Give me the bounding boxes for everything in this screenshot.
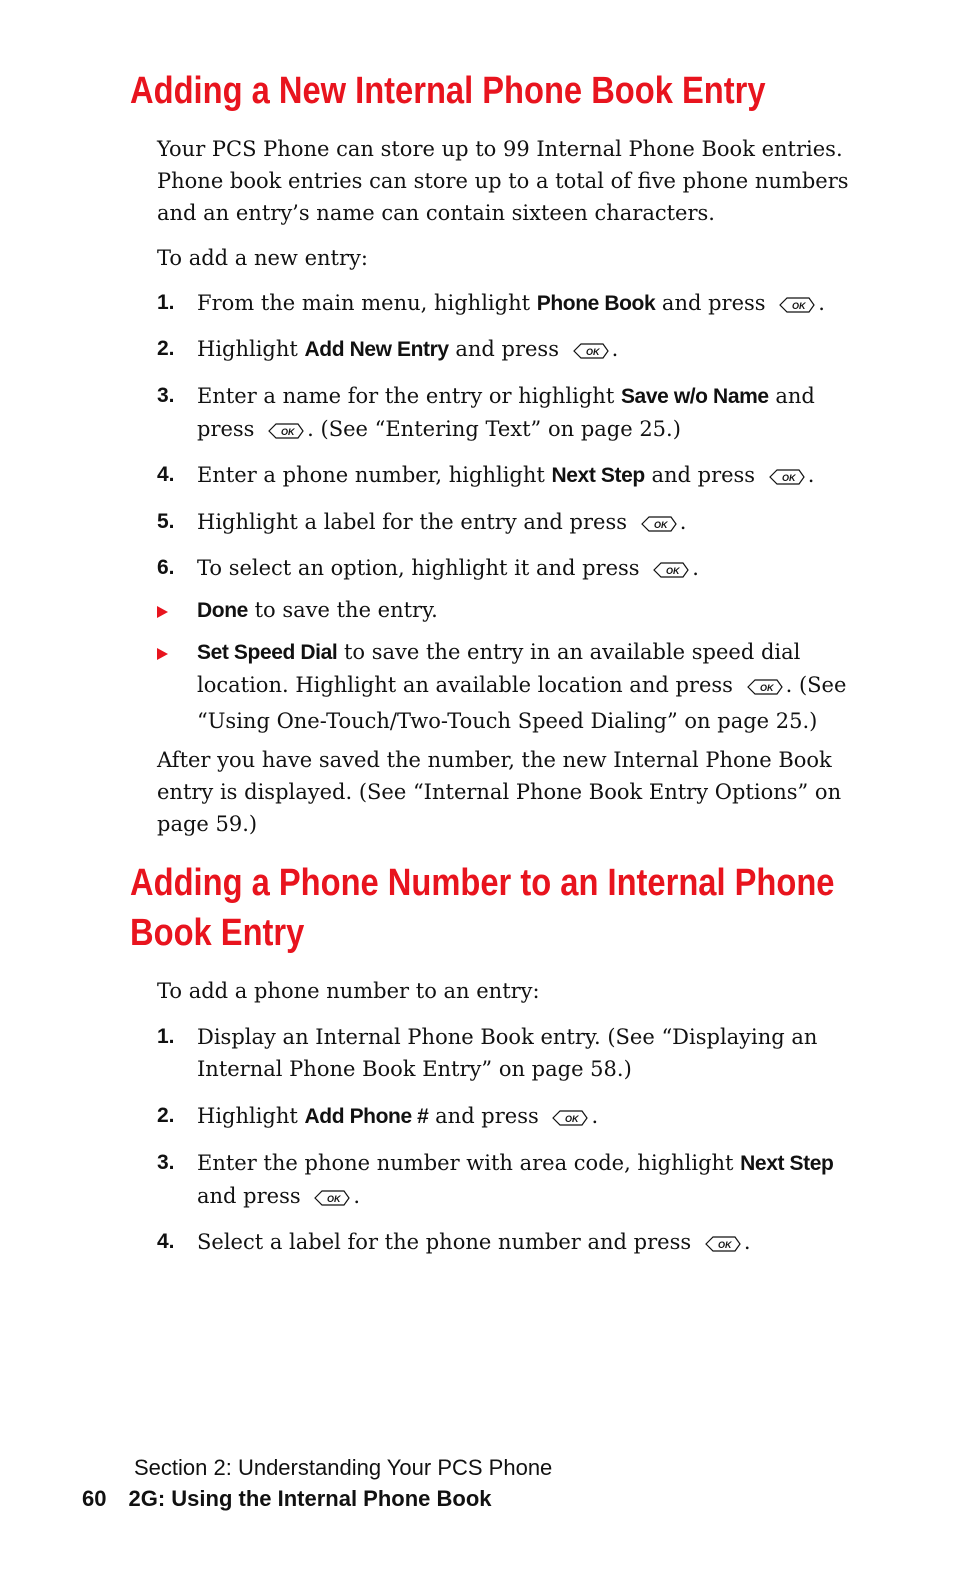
ok-key-label: OK	[327, 1194, 341, 1204]
step-number: 4.	[157, 1230, 175, 1253]
step-4	[157, 1226, 867, 1262]
step-text: and press	[428, 1104, 539, 1128]
ok-key-icon	[547, 1104, 589, 1136]
step-text: .	[692, 556, 699, 580]
ok-key-label: OK	[666, 566, 680, 576]
step-text: Enter the phone number with area code, highlight	[197, 1151, 741, 1175]
menu-keyword: Add New Entry	[304, 338, 449, 361]
step-6	[157, 552, 867, 588]
step-text: .	[679, 510, 687, 534]
step-text: and press	[655, 291, 766, 315]
ok-key-icon	[263, 417, 305, 449]
ok-key-icon	[309, 1184, 351, 1216]
bullet-set-speed-dial	[157, 636, 867, 737]
step-text: Highlight	[197, 1104, 305, 1128]
section-title-add-number-line1: Adding a Phone Number to an Internal Phone	[130, 862, 835, 904]
menu-keyword: Save w/o Name	[620, 385, 769, 408]
step-number: 6.	[157, 556, 175, 579]
step-text: Enter a phone number, highlight	[197, 463, 552, 487]
page-number: 60	[82, 1486, 107, 1511]
ok-key-icon	[700, 1230, 742, 1262]
ok-key-label: OK	[585, 347, 600, 357]
step-text: .	[353, 1184, 361, 1208]
step-text: and press	[448, 337, 559, 361]
step-text: Display an Internal Phone Book entry. (See “Displaying an Internal Phone Book Entry” on page 58.)	[197, 1025, 818, 1081]
bullet-text: . (See “Using One-Touch/Two-Touch Speed Dialing” on page 25.)	[197, 673, 847, 733]
step-text: Select a label for the phone number and press	[197, 1230, 692, 1254]
step-text: .	[743, 1230, 751, 1254]
menu-keyword: Next Step	[740, 1152, 834, 1175]
bullet-arrow-icon	[157, 648, 168, 660]
ok-key-icon	[636, 510, 678, 542]
ok-key-icon	[764, 463, 806, 495]
after-paragraph: After you have saved the number, the new Internal Phone Book entry is displayed. (See “Internal Phone Book Entry Options” on page 59.)	[157, 748, 842, 836]
step-text: and press	[644, 463, 756, 487]
step-2	[157, 1100, 867, 1136]
menu-keyword: Phone Book	[536, 292, 656, 315]
ok-key-icon	[742, 673, 784, 705]
chapter-title: 2G: Using the Internal Phone Book	[128, 1486, 492, 1511]
step-text: Highlight a label for the entry and press	[197, 510, 627, 534]
menu-keyword: Next Step	[551, 464, 645, 487]
ok-key-icon	[648, 556, 690, 588]
ok-key-label: OK	[565, 1114, 579, 1124]
bullet-text: to save the entry.	[247, 598, 438, 622]
step-text: From the main menu, highlight	[197, 291, 537, 315]
step-text: To select an option, highlight it and press	[197, 556, 640, 580]
ok-key-label: OK	[781, 473, 796, 483]
step-text: . (See “Entering Text” on page 25.)	[307, 417, 681, 441]
ok-key-label: OK	[792, 301, 806, 311]
step-3	[157, 1147, 867, 1216]
step-number: 3.	[157, 1151, 175, 1174]
step-text: and press	[197, 1184, 301, 1208]
lead-text: To add a phone number to an entry:	[157, 979, 540, 1003]
step-number: 2.	[157, 1104, 175, 1127]
step-number: 5.	[157, 510, 175, 533]
menu-keyword: Done	[197, 599, 248, 622]
step-number: 1.	[157, 1025, 175, 1048]
lead-text: To add a new entry:	[157, 246, 368, 270]
menu-keyword: Set Speed Dial	[197, 641, 338, 664]
ok-key-label: OK	[653, 520, 668, 530]
step-text: Highlight	[197, 337, 305, 361]
step-3	[157, 380, 867, 449]
step-text: .	[818, 291, 825, 315]
step-text: Enter a name for the entry or highlight	[197, 384, 621, 408]
step-5	[157, 506, 867, 542]
section-title-new-entry: Adding a New Internal Phone Book Entry	[130, 70, 766, 112]
bullet-text: to save the entry in an available speed dial location. Highlight an available location and press	[197, 640, 801, 697]
intro-paragraph: Your PCS Phone can store up to 99 Internal Phone Book entries. Phone book entries can store up to a total of five phone numbers and an entry’s name can contain sixteen characters.	[157, 137, 849, 225]
section-title-add-number-line2: Book Entry	[130, 912, 305, 954]
ok-key-icon	[774, 291, 816, 323]
step-4	[157, 459, 867, 495]
step-text: .	[807, 463, 815, 487]
step-text: .	[611, 337, 619, 361]
ok-key-icon	[568, 337, 610, 369]
step-2	[157, 333, 867, 369]
ok-key-label: OK	[281, 427, 295, 437]
step-number: 3.	[157, 384, 175, 407]
step-1	[157, 287, 867, 323]
step-number: 4.	[157, 463, 175, 486]
step-number: 2.	[157, 337, 175, 360]
ok-key-label: OK	[759, 683, 774, 693]
step-number: 1.	[157, 291, 175, 314]
footer-section: Section 2: Understanding Your PCS Phone	[134, 1455, 553, 1480]
bullet-arrow-icon	[157, 606, 168, 618]
ok-key-label: OK	[717, 1240, 732, 1250]
menu-keyword: Add Phone #	[304, 1105, 429, 1128]
step-text: .	[591, 1104, 599, 1128]
step-1	[157, 1021, 867, 1085]
footer-chapter-line	[82, 1486, 492, 1512]
step-text: and press	[197, 384, 815, 441]
bullet-done	[157, 594, 867, 627]
